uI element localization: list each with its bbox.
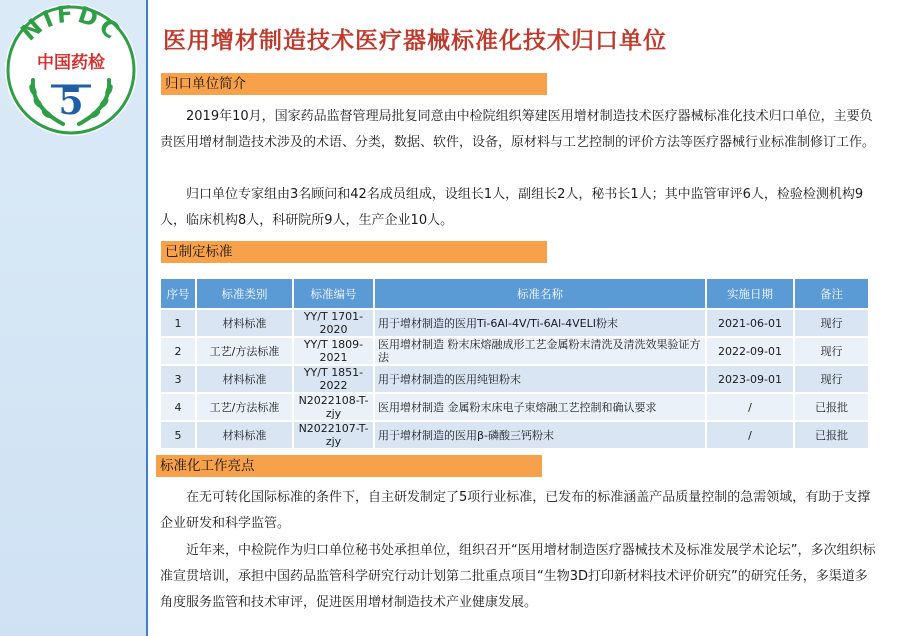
cell-category: 材料标准 — [197, 422, 294, 448]
cell-index: 5 — [161, 422, 197, 448]
cell-remark: 现行 — [795, 310, 868, 336]
column-header-category: 标准类别 — [197, 279, 294, 308]
logo-top-text: NIFDC — [16, 2, 126, 47]
intro-paragraph-1: 2019年10月，国家药品监督管理局批复同意由中检院组织筹建医用增材制造技术医疗器械标准化技术归口单位，主要负责医用增材制造技术涉及的术语、分类，数据、软件，设备，原材料与工艺控制的评价方法等医疗器械行业标准制修订工作。 — [160, 109, 876, 150]
cell-date: 2023-09-01 — [707, 366, 795, 392]
section-intro-heading: 归口单位简介 — [161, 73, 547, 95]
cell-index: 3 — [161, 366, 197, 392]
cell-remark: 现行 — [795, 366, 868, 392]
table-row — [161, 422, 868, 448]
cell-code: N2022108-T-zjy — [294, 394, 375, 420]
cell-code: YY/T 1851-2022 — [294, 366, 375, 392]
table-row — [161, 394, 868, 420]
column-header-index: 序号 — [161, 279, 197, 308]
cell-category: 工艺/方法标准 — [197, 338, 294, 364]
cell-name: 医用增材制造 金属粉末床电子束熔融工艺控制和确认要求 — [375, 394, 707, 420]
intro-paragraph-2: 归口单位专家组由3名顾问和42名成员组成，设组长1人，副组长2人，秘书长1人；其中监管审评6人，检验检测机构9人，临床机构8人，科研院所9人，生产企业10人。 — [160, 187, 864, 228]
cell-date: / — [707, 394, 795, 420]
cell-category: 材料标准 — [197, 366, 294, 392]
cell-remark: 已报批 — [795, 394, 868, 420]
cell-date: 2021-06-01 — [707, 310, 795, 336]
nifdc-logo — [3, 2, 139, 138]
cell-code: N2022107-T-zjy — [294, 422, 375, 448]
cell-index: 1 — [161, 310, 197, 336]
cell-name: 医用增材制造 粉末床熔融成形工艺金属粉末清洗及清洗效果验证方法 — [375, 338, 707, 364]
cell-code: YY/T 1701-2020 — [294, 310, 375, 336]
cell-name: 用于增材制造的医用Ti-6Al-4V/Ti-6Al-4VELI粉末 — [375, 310, 707, 336]
cell-code: YY/T 1809-2021 — [294, 338, 375, 364]
highlights-paragraph-1: 在无可转化国际标准的条件下，自主研发制定了5项行业标准，已发布的标准涵盖产品质量控制的急需领域，有助于支撑企业研发和科学监管。 — [160, 490, 871, 531]
section-standards-heading: 已制定标准 — [161, 241, 547, 263]
page-title: 医用增材制造技术医疗器械标准化技术归口单位 — [163, 28, 667, 54]
logo-middle-text: 中国药检 — [37, 53, 105, 73]
section-highlights-heading: 标准化工作亮点 — [156, 455, 542, 477]
cell-date: / — [707, 422, 795, 448]
table-row — [161, 338, 868, 364]
column-header-remark: 备注 — [795, 279, 868, 308]
table-row — [161, 310, 868, 336]
highlights-paragraph-2: 近年来，中检院作为归口单位秘书处承担单位，组织召开“医用增材制造医疗器械技术及标准发展学术论坛”，多次组织标准宣贯培训，承担中国药品监管科学研究行动计划第二批重点项目“生物3D打印新材料技术评价研究”的研究任务，多渠道多角度服务监管和技术审评，促进医用增材制造技术产业健康发展。 — [160, 543, 876, 610]
left-sidebar — [0, 0, 148, 636]
standards-table — [161, 277, 868, 450]
cell-remark: 现行 — [795, 338, 868, 364]
column-header-code: 标准编号 — [294, 279, 375, 308]
cell-remark: 已报批 — [795, 422, 868, 448]
table-row — [161, 366, 868, 392]
column-header-name: 标准名称 — [375, 279, 707, 308]
table-header-row — [161, 279, 868, 308]
cell-category: 材料标准 — [197, 310, 294, 336]
cell-name: 用于增材制造的医用纯钽粉末 — [375, 366, 707, 392]
cell-index: 2 — [161, 338, 197, 364]
cell-index: 4 — [161, 394, 197, 420]
cell-name: 用于增材制造的医用β-磷酸三钙粉末 — [375, 422, 707, 448]
cell-date: 2022-09-01 — [707, 338, 795, 364]
cell-category: 工艺/方法标准 — [197, 394, 294, 420]
column-header-date: 实施日期 — [707, 279, 795, 308]
logo-numeral: 5 — [58, 81, 84, 123]
